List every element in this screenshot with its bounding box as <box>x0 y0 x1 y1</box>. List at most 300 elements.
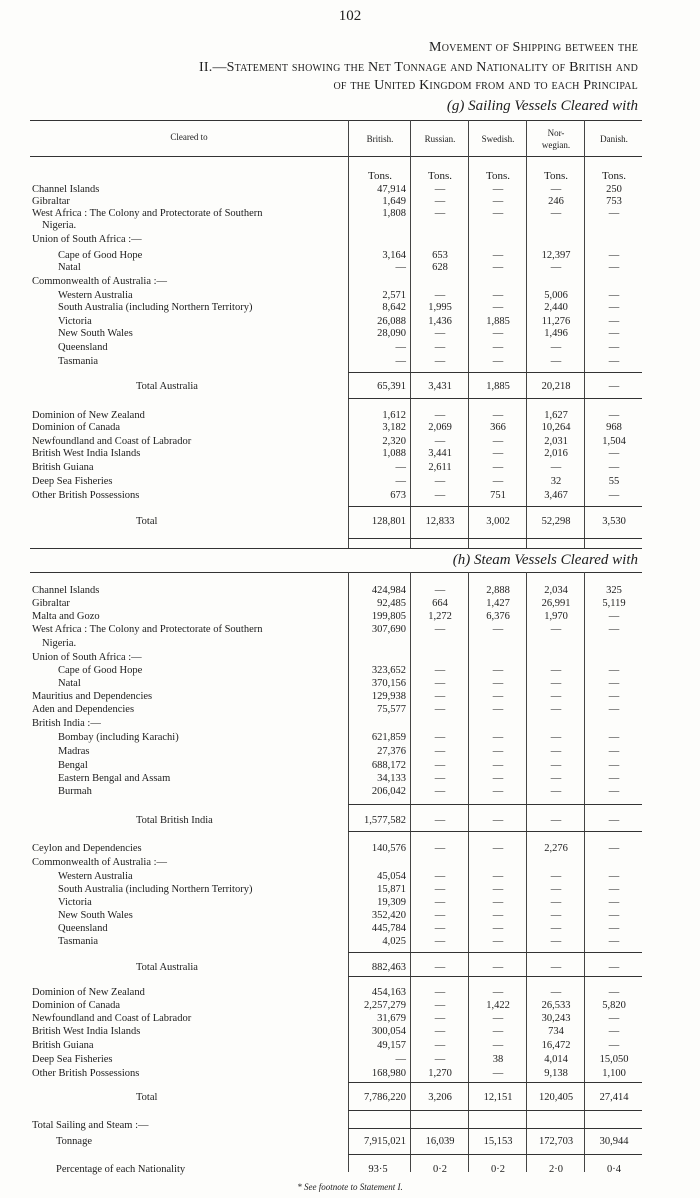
header-top-rule <box>30 120 642 121</box>
tonnage-row-cell-s: 15,153 <box>483 1136 513 1147</box>
sailing-cell-b: 1,808 <box>382 208 406 219</box>
sailing-cell-s: — <box>492 250 504 261</box>
steam-cell-d: — <box>608 923 620 934</box>
steam-cell-n: — <box>550 732 562 743</box>
sailing-cell-n: — <box>550 262 562 273</box>
header-bottom-rule <box>30 156 642 157</box>
col-cleared-to: Cleared to <box>170 132 208 142</box>
steam-row-label: Total British India <box>136 815 213 826</box>
steam-cell-r: — <box>434 1054 446 1065</box>
steam-cell-b: 307,690 <box>371 624 406 635</box>
vrule-1 <box>348 120 349 548</box>
sailing-cell-n: 2,031 <box>544 436 568 447</box>
sailing-cell-r: — <box>434 490 446 501</box>
sailing-cell-d: 3,530 <box>602 516 626 527</box>
vrule-3 <box>468 120 469 548</box>
steam-cell-n: — <box>550 962 562 973</box>
sailing-cell-n: 32 <box>550 476 562 487</box>
steam-cell-r: — <box>434 987 446 998</box>
steam-cell-r: 3,206 <box>428 1092 452 1103</box>
steam-cell-s: 6,376 <box>486 611 510 622</box>
units-russian: Tons. <box>428 170 452 182</box>
sailing-cell-s: — <box>492 290 504 301</box>
steam-cell-r: 1,272 <box>428 611 452 622</box>
sailing-row-label: Dominion of Canada <box>32 422 121 433</box>
steam-cell-s: — <box>492 815 504 826</box>
title-line-3: of the United Kingdom from and to each Principal <box>333 78 638 93</box>
sailing-cell-b: 3,182 <box>382 422 406 433</box>
sailing-row-label: Gibraltar <box>32 196 70 207</box>
percentage-row-cell-r: 0·2 <box>433 1164 447 1175</box>
sailing-row-label: Queensland <box>58 342 108 353</box>
sailing-cell-b: 3,164 <box>382 250 406 261</box>
steam-cell-b: 34,133 <box>377 773 406 784</box>
steam-cell-r: — <box>434 786 446 797</box>
sailing-cell-d: — <box>608 356 620 367</box>
sailing-cell-s: — <box>492 184 504 195</box>
sailing-cell-n: 20,218 <box>541 381 571 392</box>
steam-cell-s: — <box>492 665 504 676</box>
steam-row-label: British India :— <box>32 718 101 729</box>
steam-row-label: Dominion of New Zealand <box>32 987 145 998</box>
sailing-cell-b: 28,090 <box>377 328 406 339</box>
steam-top-rule <box>30 572 642 573</box>
sailing-cell-r: 2,069 <box>428 422 452 433</box>
steam-cell-s: — <box>492 786 504 797</box>
title-line-2: II.—Statement showing the Net Tonnage and Nationality of British and <box>199 60 638 75</box>
steam-cell-d: — <box>608 732 620 743</box>
sailing-cell-b: — <box>395 356 406 367</box>
sailing-cell-b: 673 <box>390 490 406 501</box>
sailing-row-label: Commonwealth of Australia :— <box>32 276 168 287</box>
steam-cell-b: 19,309 <box>377 897 406 908</box>
steam-cell-d: — <box>608 624 620 635</box>
sailing-cell-b: 2,571 <box>382 290 406 301</box>
sailing-cell-n: 11,276 <box>541 316 571 327</box>
sailing-cell-d: — <box>608 250 620 261</box>
steam-cell-s: 1,427 <box>486 598 510 609</box>
steam-row-label: Dominion of Canada <box>32 1000 121 1011</box>
col-danish: Danish. <box>600 134 628 144</box>
sailing-cell-s: — <box>492 328 504 339</box>
steam-cell-n: — <box>550 987 562 998</box>
steam-row-label: Cape of Good Hope <box>58 665 143 676</box>
steam-row-label: West Africa : The Colony and Protectorate of Southern <box>32 624 263 635</box>
sailing-row-label: Western Australia <box>58 290 133 301</box>
steam-cell-s: — <box>492 1026 504 1037</box>
steam-cell-r: — <box>434 585 446 596</box>
percentage-row-cell-n: 2·0 <box>549 1164 563 1175</box>
steam-cell-r: — <box>434 732 446 743</box>
steam-cell-d: — <box>608 678 620 689</box>
steam-cell-b: 370,156 <box>371 678 406 689</box>
sailing-cell-b: 26,088 <box>377 316 406 327</box>
steam-cell-s: — <box>492 987 504 998</box>
steam-row-label: Commonwealth of Australia :— <box>32 857 168 868</box>
steam-cell-d: — <box>608 962 620 973</box>
steam-cell-d: — <box>608 884 620 895</box>
steam-cell-n: — <box>550 773 562 784</box>
sailing-cell-n: 1,627 <box>544 410 568 421</box>
percentage-row-cell-d: 0·4 <box>607 1164 621 1175</box>
steam-row-label: Newfoundland and Coast of Labrador <box>32 1013 192 1024</box>
sailing-row-label: Tasmania <box>58 356 99 367</box>
sailing-cell-d: 968 <box>606 422 622 433</box>
steam-cell-s: 1,422 <box>486 1000 510 1011</box>
steam-cell-r: — <box>434 1013 446 1024</box>
steam-cell-b: 1,577,582 <box>364 815 406 826</box>
sailing-cell-d: 1,504 <box>602 436 626 447</box>
steam-cell-r: — <box>434 871 446 882</box>
units-norwegian: Tons. <box>544 170 568 182</box>
steam-row-label: Bombay (including Karachi) <box>58 732 179 743</box>
steam-cell-b: 4,025 <box>382 936 406 947</box>
sailing-cell-n: 246 <box>548 196 564 207</box>
steam-cell-b: 882,463 <box>371 962 406 973</box>
sailing-cell-s: — <box>492 410 504 421</box>
sailing-cell-r: — <box>434 436 446 447</box>
sailing-cell-r: 653 <box>432 250 448 261</box>
sailing-cell-r: — <box>434 196 446 207</box>
steam-cell-b: 92,485 <box>377 598 406 609</box>
tonnage-row-label: Tonnage <box>56 1136 93 1147</box>
steam-cell-s: — <box>492 936 504 947</box>
steam-cell-b: 49,157 <box>377 1040 406 1051</box>
steam-cell-d: 5,820 <box>602 1000 626 1011</box>
sailing-cell-d: — <box>608 302 620 313</box>
steam-row-label: Other British Possessions <box>32 1068 140 1079</box>
steam-row-label: Aden and Dependencies <box>32 704 135 715</box>
steam-cell-s: — <box>492 897 504 908</box>
steam-cell-r: — <box>434 923 446 934</box>
sailing-cell-s: — <box>492 262 504 273</box>
section-divider <box>30 548 642 549</box>
sailing-cell-r: — <box>434 184 446 195</box>
title-line-1: Movement of Shipping between the <box>429 40 638 55</box>
steam-cell-s: — <box>492 962 504 973</box>
steam-cell-d: — <box>608 936 620 947</box>
steam-cell-s: — <box>492 923 504 934</box>
steam-subtotal-rule <box>348 1110 642 1111</box>
steam-cell-b: 168,980 <box>371 1068 406 1079</box>
steam-cell-b: 129,938 <box>371 691 406 702</box>
steam-cell-d: — <box>608 786 620 797</box>
steam-cell-n: — <box>550 624 562 635</box>
steam-cell-d: — <box>608 691 620 702</box>
steam-row-label: British West India Islands <box>32 1026 141 1037</box>
steam-cell-b: 2,257,279 <box>364 1000 406 1011</box>
sailing-row-label: Nigeria. <box>42 220 77 231</box>
tonnage-row-cell-r: 16,039 <box>425 1136 455 1147</box>
sailing-cell-s: — <box>492 342 504 353</box>
steam-cell-r: — <box>434 746 446 757</box>
sailing-cell-r: — <box>434 342 446 353</box>
steam-cell-n: — <box>550 936 562 947</box>
steam-cell-b: 300,054 <box>371 1026 406 1037</box>
sailing-cell-r: — <box>434 476 446 487</box>
steam-cell-b: 7,786,220 <box>364 1092 406 1103</box>
sailing-row-label: Other British Possessions <box>32 490 140 501</box>
sailing-cell-r: — <box>434 290 446 301</box>
steam-cell-d: — <box>608 704 620 715</box>
steam-cell-r: — <box>434 665 446 676</box>
sailing-subtotal-rule <box>348 372 642 373</box>
steam-cell-d: 15,050 <box>599 1054 629 1065</box>
sailing-cell-b: 65,391 <box>377 381 406 392</box>
steam-cell-n: — <box>550 678 562 689</box>
sailing-subtotal-rule <box>348 398 642 399</box>
tonnage-row-cell-d: 30,944 <box>599 1136 629 1147</box>
units-swedish: Tons. <box>486 170 510 182</box>
steam-cell-d: — <box>608 760 620 771</box>
steam-cell-s: — <box>492 1040 504 1051</box>
steam-cell-b: 206,042 <box>371 786 406 797</box>
sailing-cell-d: — <box>608 290 620 301</box>
sailing-cell-d: — <box>608 490 620 501</box>
steam-cell-b: 199,805 <box>371 611 406 622</box>
sailing-cell-d: 250 <box>606 184 622 195</box>
sailing-cell-s: — <box>492 302 504 313</box>
col-british: British. <box>366 134 394 144</box>
sailing-row-label: Natal <box>58 262 81 273</box>
steam-row-label: Queensland <box>58 923 108 934</box>
sailing-cell-r: — <box>434 208 446 219</box>
sailing-cell-s: — <box>492 436 504 447</box>
steam-row-label: Gibraltar <box>32 598 70 609</box>
steam-cell-s: — <box>492 732 504 743</box>
sailing-cell-n: 2,440 <box>544 302 568 313</box>
steam-cell-d: — <box>608 611 620 622</box>
steam-cell-r: 1,270 <box>428 1068 452 1079</box>
steam-cell-n: 2,034 <box>544 585 568 596</box>
steam-subtotal-rule <box>348 831 642 832</box>
steam-cell-r: — <box>434 884 446 895</box>
sailing-cell-n: — <box>550 342 562 353</box>
steam-cell-n: — <box>550 704 562 715</box>
steam-cell-d: — <box>608 665 620 676</box>
sailing-row-label: Deep Sea Fisheries <box>32 476 113 487</box>
sailing-cell-s: — <box>492 208 504 219</box>
sailing-cell-s: — <box>492 476 504 487</box>
tonnage-row-cell-b: 7,915,021 <box>364 1136 406 1147</box>
steam-cell-d: — <box>608 987 620 998</box>
steam-row-label: Total <box>136 1092 158 1103</box>
steam-row-label: Victoria <box>58 897 92 908</box>
sailing-cell-n: 1,496 <box>544 328 568 339</box>
sailing-cell-d: 753 <box>606 196 622 207</box>
sailing-cell-n: — <box>550 356 562 367</box>
steam-cell-r: — <box>434 678 446 689</box>
steam-cell-s: — <box>492 1068 504 1079</box>
steam-cell-d: — <box>608 1013 620 1024</box>
steam-cell-s: — <box>492 624 504 635</box>
footnote: * See footnote to Statement I. <box>297 1182 403 1192</box>
steam-cell-r: — <box>434 704 446 715</box>
steam-cell-n: 1,970 <box>544 611 568 622</box>
steam-cell-b: 323,652 <box>371 665 406 676</box>
steam-cell-b: — <box>395 1054 406 1065</box>
steam-row-label: Eastern Bengal and Assam <box>58 773 171 784</box>
sailing-cell-r: 628 <box>432 262 448 273</box>
sailing-row-label: British Guiana <box>32 462 94 473</box>
steam-cell-b: 454,163 <box>371 987 406 998</box>
sailing-cell-b: 1,649 <box>382 196 406 207</box>
steam-cell-n: — <box>550 691 562 702</box>
steam-cell-b: 445,784 <box>371 923 406 934</box>
sailing-row-label: New South Wales <box>58 328 133 339</box>
steam-cell-n: — <box>550 786 562 797</box>
steam-cell-r: — <box>434 936 446 947</box>
sailing-cell-r: 2,611 <box>428 462 452 473</box>
steam-cell-r: — <box>434 910 446 921</box>
steam-row-label: Deep Sea Fisheries <box>32 1054 113 1065</box>
steam-cell-r: — <box>434 897 446 908</box>
steam-row-label: South Australia (including Northern Territory) <box>58 884 253 895</box>
steam-cell-b: 424,984 <box>371 585 406 596</box>
sailing-cell-d: 55 <box>608 476 620 487</box>
sailing-row-label: British West India Islands <box>32 448 141 459</box>
steam-cell-s: — <box>492 678 504 689</box>
steam-cell-s: — <box>492 773 504 784</box>
steam-cell-b: 31,679 <box>377 1013 406 1024</box>
steam-cell-n: — <box>550 746 562 757</box>
steam-cell-n: — <box>550 897 562 908</box>
sailing-cell-b: — <box>395 342 406 353</box>
steam-cell-s: — <box>492 760 504 771</box>
sailing-cell-r: 3,441 <box>428 448 452 459</box>
percentage-row-cell-b: 93·5 <box>368 1164 388 1175</box>
steam-row-label: British Guiana <box>32 1040 94 1051</box>
steam-cell-n: — <box>550 665 562 676</box>
steam-cell-b: 27,376 <box>377 746 406 757</box>
steam-cell-b: 140,576 <box>371 843 406 854</box>
steam-cell-r: — <box>434 1040 446 1051</box>
sailing-cell-b: 8,642 <box>382 302 406 313</box>
steam-cell-r: — <box>434 624 446 635</box>
sailing-cell-d: — <box>608 381 620 392</box>
sailing-cell-s: 1,885 <box>486 381 510 392</box>
steam-cell-b: 352,420 <box>371 910 406 921</box>
steam-cell-s: 2,888 <box>486 585 510 596</box>
steam-cell-n: 4,014 <box>544 1054 568 1065</box>
percentage-row-label: Percentage of each Nationality <box>56 1164 186 1175</box>
sailing-cell-n: 5,006 <box>544 290 568 301</box>
totals-rule <box>348 1128 642 1129</box>
sailing-cell-b: 2,320 <box>382 436 406 447</box>
sailing-cell-b: 1,088 <box>382 448 406 459</box>
section-g-heading: (g) Sailing Vessels Cleared with <box>446 98 638 114</box>
steam-cell-r: — <box>434 1000 446 1011</box>
totals-heading: Total Sailing and Steam :— <box>32 1120 149 1131</box>
sailing-row-label: Victoria <box>58 316 92 327</box>
steam-cell-n: 16,472 <box>541 1040 571 1051</box>
steam-row-label: Bengal <box>58 760 88 771</box>
sailing-cell-n: 2,016 <box>544 448 568 459</box>
steam-subtotal-rule <box>348 952 642 953</box>
steam-cell-r: 664 <box>432 598 448 609</box>
sailing-row-label: Total <box>136 516 158 527</box>
sailing-cell-r: 1,995 <box>428 302 452 313</box>
steam-cell-b: 621,859 <box>371 732 406 743</box>
totals-rule <box>348 1154 642 1155</box>
steam-cell-r: — <box>434 1026 446 1037</box>
vrule-5 <box>584 120 585 548</box>
steam-cell-n: 26,533 <box>541 1000 571 1011</box>
sailing-row-label: West Africa : The Colony and Protectorate of Southern <box>32 208 263 219</box>
sailing-cell-d: — <box>608 328 620 339</box>
steam-cell-s: — <box>492 910 504 921</box>
sailing-cell-b: — <box>395 262 406 273</box>
steam-cell-b: 75,577 <box>377 704 406 715</box>
steam-cell-n: — <box>550 815 562 826</box>
section-h-heading: (h) Steam Vessels Cleared with <box>452 552 638 568</box>
steam-cell-s: — <box>492 704 504 715</box>
units-british: Tons. <box>368 170 392 182</box>
sailing-cell-n: 10,264 <box>541 422 571 433</box>
sailing-cell-n: 12,397 <box>541 250 571 261</box>
steam-cell-d: 1,100 <box>602 1068 626 1079</box>
sailing-row-label: Dominion of New Zealand <box>32 410 145 421</box>
sailing-cell-s: 3,002 <box>486 516 510 527</box>
sailing-subtotal-rule <box>348 538 642 539</box>
steam-cell-n: — <box>550 871 562 882</box>
steam-subtotal-rule <box>348 1082 642 1083</box>
sailing-cell-s: — <box>492 356 504 367</box>
steam-row-label: Ceylon and Dependencies <box>32 843 142 854</box>
steam-row-label: Madras <box>58 746 90 757</box>
tonnage-row-cell-n: 172,703 <box>538 1136 574 1147</box>
steam-cell-r: — <box>434 843 446 854</box>
sailing-cell-r: 3,431 <box>428 381 452 392</box>
steam-cell-r: — <box>434 773 446 784</box>
steam-row-label: Western Australia <box>58 871 133 882</box>
steam-cell-n: 30,243 <box>541 1013 571 1024</box>
steam-row-label: Union of South Africa :— <box>32 652 142 663</box>
steam-cell-d: — <box>608 746 620 757</box>
sailing-cell-r: — <box>434 356 446 367</box>
steam-cell-d: — <box>608 910 620 921</box>
sailing-cell-n: 52,298 <box>541 516 571 527</box>
sailing-cell-d: — <box>608 448 620 459</box>
steam-cell-n: 120,405 <box>538 1092 574 1103</box>
sailing-cell-b: 128,801 <box>371 516 406 527</box>
sailing-cell-b: 47,914 <box>377 184 406 195</box>
steam-cell-b: 15,871 <box>377 884 406 895</box>
steam-row-label: New South Wales <box>58 910 133 921</box>
sailing-cell-n: — <box>550 184 562 195</box>
sailing-cell-r: — <box>434 410 446 421</box>
steam-cell-d: 5,119 <box>602 598 626 609</box>
sailing-cell-s: — <box>492 462 504 473</box>
steam-cell-s: — <box>492 884 504 895</box>
steam-cell-s: — <box>492 746 504 757</box>
steam-cell-d: — <box>608 815 620 826</box>
sailing-cell-s: 1,885 <box>486 316 510 327</box>
sailing-cell-n: — <box>550 208 562 219</box>
steam-cell-b: 688,172 <box>371 760 406 771</box>
steam-cell-s: 12,151 <box>483 1092 513 1103</box>
sailing-subtotal-rule <box>348 506 642 507</box>
steam-cell-n: 734 <box>548 1026 564 1037</box>
sailing-cell-s: — <box>492 448 504 459</box>
steam-cell-d: — <box>608 897 620 908</box>
sailing-cell-n: — <box>550 462 562 473</box>
steam-cell-s: — <box>492 871 504 882</box>
steam-cell-s: — <box>492 691 504 702</box>
sailing-cell-s: 366 <box>490 422 506 433</box>
steam-cell-d: — <box>608 843 620 854</box>
sailing-cell-r: 12,833 <box>425 516 455 527</box>
